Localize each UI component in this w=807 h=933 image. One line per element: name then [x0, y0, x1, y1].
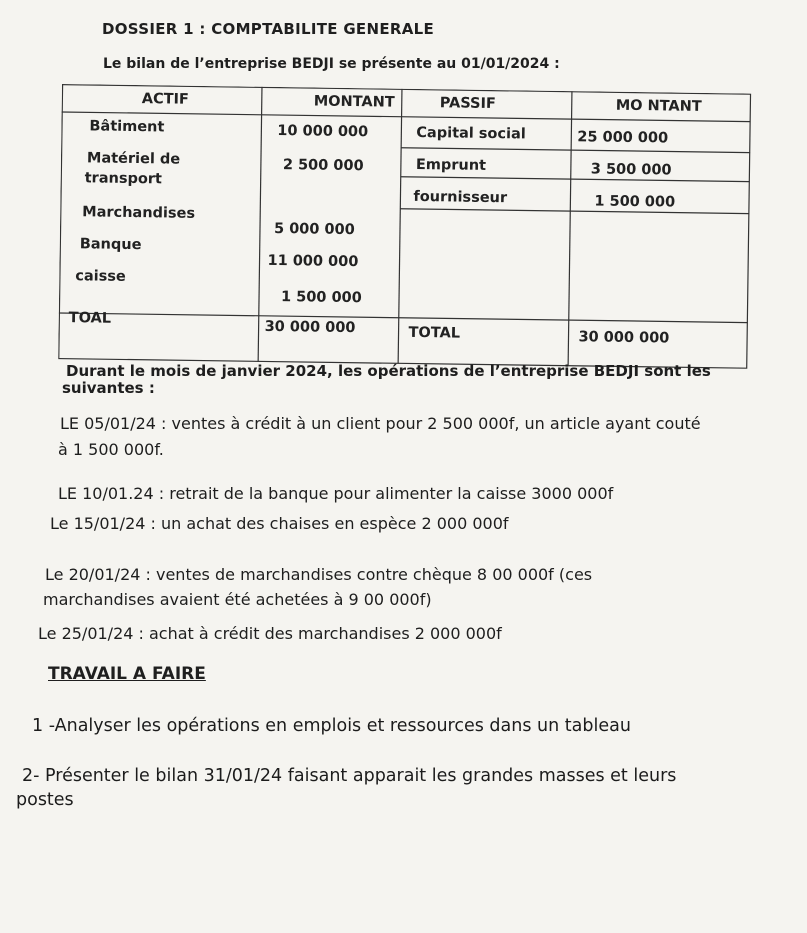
travail-heading: TRAVAIL A FAIRE: [48, 664, 206, 684]
operation-item: Le 20/01/24 : ventes de marchandises contre chèque 8 00 000f (ces: [45, 565, 593, 584]
bilan-table: [58, 84, 752, 370]
total-actif-label: TOAL: [68, 310, 112, 327]
total-passif-label: TOTAL: [408, 324, 461, 342]
task-item: 1 -Analyser les opérations en emplois et ressources dans un tableau: [32, 716, 631, 736]
operation-item: Le 25/01/24 : achat à crédit des marchandises 2 000 000f: [38, 624, 502, 643]
operations-intro: Durant le mois de janvier 2024, les opérations de l’entreprise BEDJI sont les: [66, 362, 711, 380]
operation-item: à 1 500 000f.: [58, 440, 164, 459]
actif-amount: 11 000 000: [267, 252, 359, 271]
actif-label: transport: [84, 170, 163, 188]
operations-intro: suivantes :: [62, 379, 155, 397]
task-item: 2- Présenter le bilan 31/01/24 faisant apparait les grandes masses et leurs: [22, 766, 677, 786]
actif-label: Banque: [79, 236, 142, 254]
actif-label: Bâtiment: [89, 118, 165, 136]
passif-label: fournisseur: [413, 188, 508, 207]
actif-label: Matériel de: [86, 150, 181, 168]
header-montant-actif: MONTANT: [313, 93, 395, 111]
task-item: postes: [16, 790, 74, 810]
passif-amount: 25 000 000: [577, 129, 669, 147]
passif-amount: 1 500 000: [594, 193, 676, 211]
actif-label: caisse: [75, 268, 126, 285]
actif-amount: 5 000 000: [273, 220, 355, 239]
passif-label: Capital social: [416, 124, 526, 143]
total-passif-amount: 30 000 000: [578, 329, 670, 347]
operation-item: LE 05/01/24 : ventes à crédit à un client pour 2 500 000f, un article ayant couté: [60, 414, 701, 433]
header-actif: ACTIF: [141, 91, 189, 108]
passif-amount: 3 500 000: [590, 161, 672, 179]
operation-item: marchandises avaient été achetées à 9 00 000f): [43, 590, 432, 609]
passif-label: Emprunt: [415, 156, 487, 174]
bilan-intro: Le bilan de l’entreprise BEDJI se présente au 01/01/2024 :: [103, 56, 560, 72]
actif-amount: 1 500 000: [280, 289, 362, 307]
header-passif: PASSIF: [439, 95, 496, 113]
actif-label: Marchandises: [82, 204, 196, 222]
header-montant-passif: MO NTANT: [615, 97, 702, 115]
actif-amount: 10 000 000: [277, 123, 369, 141]
dossier-title: DOSSIER 1 : COMPTABILITE GENERALE: [102, 20, 435, 38]
operation-item: LE 10/01.24 : retrait de la banque pour alimenter la caisse 3000 000f: [58, 484, 614, 503]
total-actif-amount: 30 000 000: [264, 318, 356, 337]
actif-amount: 2 500 000: [282, 157, 364, 175]
operation-item: Le 15/01/24 : un achat des chaises en espèce 2 000 000f: [50, 514, 509, 533]
